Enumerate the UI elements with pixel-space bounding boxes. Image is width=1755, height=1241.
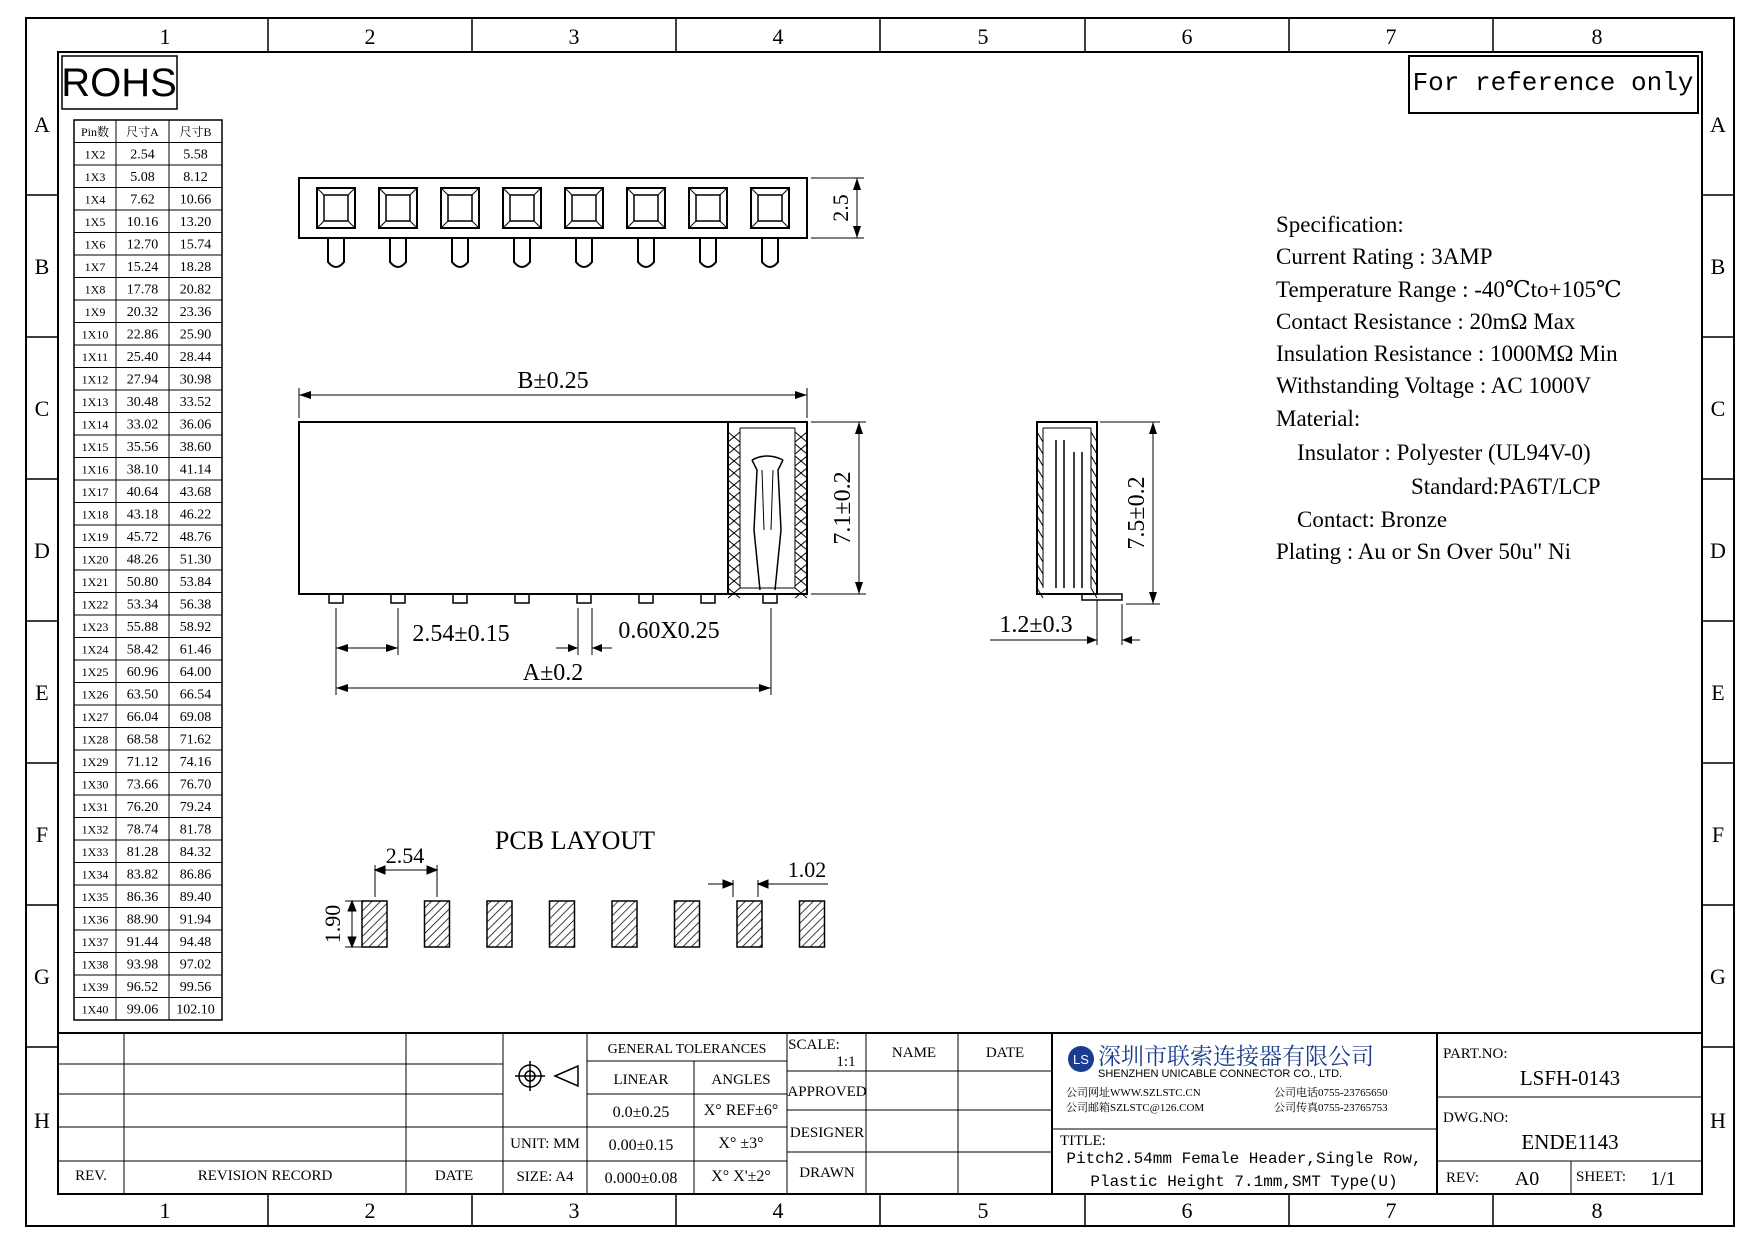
table-cell: 53.34: [126, 597, 159, 613]
column-labels-top: [160, 24, 1603, 49]
front-view: [299, 388, 866, 695]
row-label: E: [35, 680, 49, 705]
table-cell: 60.96: [126, 665, 159, 680]
column-label: 7: [1385, 1198, 1397, 1223]
scale-label: SCALE:: [788, 1037, 840, 1053]
column-labels-bottom: [160, 1198, 1603, 1223]
title-line-1: Pitch2.54mm Female Header,Single Row,: [1066, 1150, 1422, 1168]
table-cell: 73.66: [126, 777, 159, 793]
table-cell: 1X30: [81, 777, 109, 792]
pcb-pad: [425, 901, 450, 947]
rohs-mark: ROHS: [61, 61, 177, 105]
table-cell: 99.06: [126, 1002, 159, 1018]
column-label: 3: [568, 24, 580, 49]
table-cell: 2.54: [130, 147, 155, 163]
size-label: SIZE: A4: [516, 1169, 574, 1185]
table-cell: 1X25: [81, 665, 109, 679]
spec-line: Current Rating : 3AMP: [1276, 244, 1493, 269]
table-cell: 1X37: [81, 935, 109, 949]
table-header: 尺寸B: [179, 125, 212, 139]
row-label: F: [1711, 822, 1725, 847]
outer-border: [26, 18, 1734, 1226]
pcb-pad-width: 1.02: [787, 857, 827, 882]
unit-label: UNIT: MM: [510, 1136, 580, 1152]
company-name-cn: 深圳市联索连接器有限公司: [1098, 1043, 1374, 1069]
table-cell: 13.20: [179, 215, 212, 230]
table-cell: 20.32: [126, 305, 159, 320]
pin-tail: [700, 238, 716, 267]
table-cell: 1X29: [81, 755, 109, 769]
table-cell: 20.82: [179, 282, 212, 298]
table-header: Pin数: [80, 125, 110, 139]
table-cell: 43.68: [179, 485, 212, 500]
table-cell: 1X3: [84, 170, 106, 184]
dim-top-height: 2.5: [828, 194, 853, 222]
pin-tail: [576, 238, 592, 267]
table-cell: 84.32: [179, 845, 212, 860]
table-cell: 102.10: [176, 1002, 215, 1018]
table-cell: 1X16: [81, 462, 109, 477]
pin-tail: [390, 238, 406, 267]
row-label: B: [1710, 254, 1726, 279]
table-cell: 1X24: [81, 642, 109, 657]
table-cell: 93.98: [126, 957, 159, 973]
reference-note: For reference only: [1412, 68, 1694, 98]
sheet-label: SHEET:: [1576, 1169, 1627, 1185]
table-cell: 17.78: [126, 282, 159, 298]
dim-pin-size: 0.60X0.25: [618, 618, 720, 644]
table-cell: 88.90: [126, 912, 159, 928]
table-cell: 97.02: [179, 957, 212, 973]
table-cell: 53.84: [179, 575, 212, 590]
table-cell: 23.36: [179, 305, 212, 320]
tol-linear-2: 0.00±0.15: [608, 1137, 674, 1154]
table-cell: 1X18: [81, 507, 109, 522]
table-cell: 38.60: [179, 440, 212, 455]
table-cell: 71.62: [179, 732, 212, 748]
table-cell: 33.52: [179, 395, 212, 410]
smt-pin: [701, 594, 715, 603]
table-cell: 22.86: [126, 327, 159, 343]
revision-record-label: REVISION RECORD: [197, 1168, 333, 1184]
designer-label: DESIGNER: [789, 1125, 865, 1141]
table-cell: 86.86: [179, 867, 212, 883]
title-line-2: Plastic Height 7.1mm,SMT Type(U): [1090, 1173, 1398, 1191]
company-name-en: SHENZHEN UNICABLE CONNECTOR CO., LTD.: [1098, 1068, 1343, 1080]
tol-angles-2: X° ±3°: [718, 1135, 764, 1152]
pcb-layout-title: PCB LAYOUT: [494, 826, 656, 855]
table-cell: 1X38: [81, 957, 109, 972]
pcb-pitch: 2.54: [385, 843, 425, 868]
pin-tail: [452, 238, 468, 267]
tol-linear-3: 0.000±0.08: [604, 1170, 678, 1187]
table-cell: 5.08: [130, 170, 155, 185]
smt-pin: [577, 594, 591, 603]
column-label: 6: [1181, 24, 1193, 49]
table-cell: 30.98: [179, 372, 212, 388]
dwg-no-label: DWG.NO:: [1443, 1110, 1509, 1126]
table-cell: 10.16: [126, 215, 159, 230]
table-cell: 78.74: [126, 822, 159, 838]
column-label: 6: [1181, 1198, 1193, 1223]
pcb-pad-height: 1.90: [320, 904, 345, 944]
row-label: F: [35, 822, 49, 847]
table-cell: 8.12: [183, 170, 208, 185]
rev-value: A0: [1514, 1168, 1540, 1190]
table-cell: 81.28: [126, 845, 159, 860]
inner-border: [58, 52, 1702, 1194]
spec-line: Plating : Au or Sn Over 50u" Ni: [1276, 539, 1571, 564]
table-cell: 50.80: [126, 575, 159, 590]
dim-body-height: 7.1±0.2: [830, 471, 856, 545]
table-cell: 55.88: [126, 620, 159, 635]
row-label: H: [34, 1108, 50, 1133]
pin-tail: [514, 238, 530, 267]
table-cell: 91.44: [126, 935, 159, 950]
column-label: 1: [159, 24, 171, 49]
company-mail: 公司邮箱SZLSTC@126.COM: [1066, 1102, 1205, 1114]
date-label: DATE: [434, 1168, 474, 1184]
table-cell: 48.76: [179, 530, 212, 545]
table-cell: 12.70: [126, 237, 159, 253]
svg-text:LS: LS: [1073, 1052, 1089, 1067]
spec-line: Insulation Resistance : 1000MΩ Min: [1276, 341, 1618, 366]
row-label: H: [1710, 1108, 1726, 1133]
table-cell: 28.44: [179, 350, 212, 365]
row-labels-right: [1710, 112, 1726, 1133]
table-cell: 25.40: [126, 350, 159, 365]
row-label: D: [34, 538, 50, 563]
title-label: TITLE:: [1060, 1133, 1106, 1149]
table-cell: 7.62: [130, 192, 155, 208]
table-cell: 86.36: [126, 890, 159, 905]
row-label: E: [1711, 680, 1725, 705]
table-cell: 46.22: [179, 507, 212, 523]
table-cell: 1X19: [81, 530, 109, 544]
tol-angles-1: X° REF±6°: [703, 1102, 779, 1119]
spec-line: Withstanding Voltage : AC 1000V: [1276, 373, 1592, 398]
table-cell: 41.14: [179, 462, 212, 478]
name-label: NAME: [891, 1045, 937, 1061]
table-cell: 1X5: [84, 215, 106, 229]
table-cell: 33.02: [126, 417, 159, 433]
dim-side-height: 7.5±0.2: [1124, 476, 1150, 550]
scale-value: 1:1: [836, 1054, 856, 1070]
table-cell: 79.24: [179, 800, 212, 815]
spec-line: Insulator : Polyester (UL94V-0): [1297, 440, 1591, 465]
spec-line: Material:: [1276, 406, 1361, 431]
column-label: 4: [772, 24, 784, 49]
rev-label: REV.: [75, 1168, 107, 1184]
linear-label: LINEAR: [613, 1072, 669, 1088]
smt-pin: [639, 594, 653, 603]
table-cell: 43.18: [126, 507, 159, 523]
table-cell: 1X26: [81, 687, 109, 702]
table-cell: 1X15: [81, 440, 109, 454]
table-cell: 15.74: [179, 237, 212, 253]
table-cell: 1X23: [81, 620, 109, 634]
part-block: [1443, 1046, 1676, 1190]
specification-block: [1276, 212, 1622, 564]
table-cell: 76.70: [179, 777, 212, 793]
column-label: 4: [772, 1198, 784, 1223]
dim-b-length: B±0.25: [517, 368, 589, 394]
table-cell: 15.24: [126, 260, 159, 275]
table-cell: 1X17: [81, 485, 109, 499]
rev-field-label: REV:: [1446, 1170, 1480, 1186]
smt-pin: [453, 594, 467, 603]
pcb-pad: [550, 901, 575, 947]
angles-label: ANGLES: [711, 1072, 771, 1088]
table-cell: 68.58: [126, 732, 159, 748]
spec-line: Contact: Bronze: [1297, 507, 1448, 532]
table-cell: 66.54: [179, 687, 212, 703]
column-label: 2: [364, 24, 376, 49]
table-cell: 1X11: [81, 350, 109, 364]
table-cell: 1X12: [81, 372, 109, 387]
projection-symbol-icon: [515, 1061, 578, 1091]
dim-pitch: 2.54±0.15: [412, 621, 510, 647]
table-cell: 66.04: [126, 710, 159, 725]
table-cell: 45.72: [126, 530, 159, 545]
column-label: 7: [1385, 24, 1397, 49]
column-label: 1: [159, 1198, 171, 1223]
row-label: G: [1710, 964, 1726, 989]
table-cell: 56.38: [179, 597, 212, 613]
table-cell: 1X39: [81, 980, 109, 994]
spec-line: Standard:PA6T/LCP: [1411, 474, 1601, 499]
table-cell: 30.48: [126, 395, 159, 410]
table-cell: 1X31: [81, 800, 109, 814]
table-cell: 48.26: [126, 552, 159, 568]
table-cell: 1X4: [84, 192, 106, 207]
dim-side-foot: 1.2±0.3: [999, 612, 1073, 638]
column-label: 8: [1591, 1198, 1603, 1223]
column-label: 2: [364, 1198, 376, 1223]
row-labels-left: [34, 112, 50, 1133]
table-cell: 1X35: [81, 890, 109, 904]
table-cell: 61.46: [179, 642, 212, 658]
table-cell: 63.50: [126, 687, 159, 703]
sheet-value: 1/1: [1650, 1168, 1676, 1190]
table-cell: 96.52: [126, 980, 159, 995]
table-cell: 1X10: [81, 327, 109, 342]
table-header: 尺寸A: [126, 125, 159, 139]
table-cell: 76.20: [126, 800, 159, 815]
pcb-pad: [362, 901, 387, 947]
table-cell: 36.06: [179, 417, 212, 433]
table-cell: 89.40: [179, 890, 212, 905]
table-cell: 58.92: [179, 620, 212, 635]
table-cell: 1X9: [84, 305, 106, 319]
tol-linear-1: 0.0±0.25: [612, 1104, 670, 1121]
table-cell: 1X33: [81, 845, 109, 859]
pcb-pad: [487, 901, 512, 947]
table-cell: 58.42: [126, 642, 159, 658]
dim-a-length: A±0.2: [522, 660, 584, 686]
pin-tail: [762, 238, 778, 267]
column-label: 8: [1591, 24, 1603, 49]
column-label: 5: [977, 1198, 989, 1223]
table-cell: 74.16: [179, 755, 212, 770]
table-cell: 1X20: [81, 552, 109, 567]
table-cell: 27.94: [126, 372, 159, 388]
smt-pin: [391, 594, 405, 603]
smt-pin: [515, 594, 529, 603]
row-label: G: [34, 964, 50, 989]
table-cell: 81.78: [179, 822, 212, 838]
table-cell: 1X2: [84, 147, 106, 162]
pcb-pad: [675, 901, 700, 947]
table-cell: 64.00: [179, 665, 212, 680]
table-cell: 51.30: [179, 552, 212, 568]
smt-pin: [763, 594, 777, 603]
row-label: A: [1710, 112, 1726, 137]
table-cell: 1X8: [84, 282, 106, 297]
table-cell: 1X7: [84, 260, 106, 274]
smt-pin: [329, 594, 343, 603]
table-cell: 1X36: [81, 912, 109, 927]
pin-tail: [638, 238, 654, 267]
drawn-label: DRAWN: [799, 1165, 855, 1181]
pcb-pad: [800, 901, 825, 947]
size-table: [74, 120, 222, 1020]
table-cell: 40.64: [126, 485, 159, 500]
table-cell: 1X14: [81, 417, 109, 432]
row-label: A: [34, 112, 50, 137]
row-label: D: [1710, 538, 1726, 563]
date-column-label: DATE: [985, 1045, 1025, 1061]
pin-tail: [328, 238, 344, 267]
table-cell: 1X34: [81, 867, 109, 882]
spec-line: Contact Resistance : 20mΩ Max: [1276, 309, 1576, 334]
table-cell: 35.56: [126, 440, 159, 455]
spec-line: Temperature Range : -40℃to+105℃: [1276, 277, 1622, 302]
table-cell: 10.66: [179, 192, 212, 208]
part-no-label: PART.NO:: [1443, 1046, 1508, 1062]
company-tel: 公司电话0755-23765650: [1274, 1087, 1388, 1099]
pcb-pad: [737, 901, 762, 947]
table-cell: 1X32: [81, 822, 109, 837]
table-cell: 91.94: [179, 912, 212, 928]
company-fax: 公司传真0755-23765753: [1274, 1102, 1388, 1114]
table-cell: 71.12: [126, 755, 159, 770]
table-cell: 1X22: [81, 597, 109, 612]
company-web: 公司网址WWW.SZLSTC.CN: [1066, 1087, 1201, 1099]
spec-line: Specification:: [1276, 212, 1404, 237]
row-label: C: [34, 396, 50, 421]
top-view: [299, 178, 864, 267]
table-cell: 1X40: [81, 1002, 109, 1017]
table-cell: 38.10: [126, 462, 159, 478]
table-cell: 83.82: [126, 867, 159, 883]
table-cell: 1X28: [81, 732, 109, 747]
dwg-no: ENDE1143: [1521, 1130, 1619, 1154]
table-cell: 69.08: [179, 710, 212, 725]
pcb-pads: [362, 901, 825, 947]
table-cell: 1X13: [81, 395, 109, 409]
general-tolerances: GENERAL TOLERANCES: [607, 1042, 767, 1057]
title-block-text: [75, 1037, 1024, 1187]
table-cell: 99.56: [179, 980, 212, 995]
pcb-pad: [612, 901, 637, 947]
row-label: B: [34, 254, 50, 279]
table-cell: 94.48: [179, 935, 212, 950]
table-cell: 5.58: [183, 147, 208, 163]
row-label: C: [1710, 396, 1726, 421]
part-no: LSFH-0143: [1519, 1066, 1621, 1090]
approved-label: APPROVED: [787, 1084, 867, 1100]
table-cell: 25.90: [179, 327, 212, 343]
column-label: 3: [568, 1198, 580, 1223]
tol-angles-3: X° X'±2°: [711, 1168, 771, 1185]
table-cell: 1X6: [84, 237, 106, 252]
column-label: 5: [977, 24, 989, 49]
company-block: [1060, 1043, 1422, 1191]
table-cell: 1X27: [81, 710, 109, 724]
table-cell: 1X21: [81, 575, 109, 589]
table-cell: 18.28: [179, 260, 212, 275]
